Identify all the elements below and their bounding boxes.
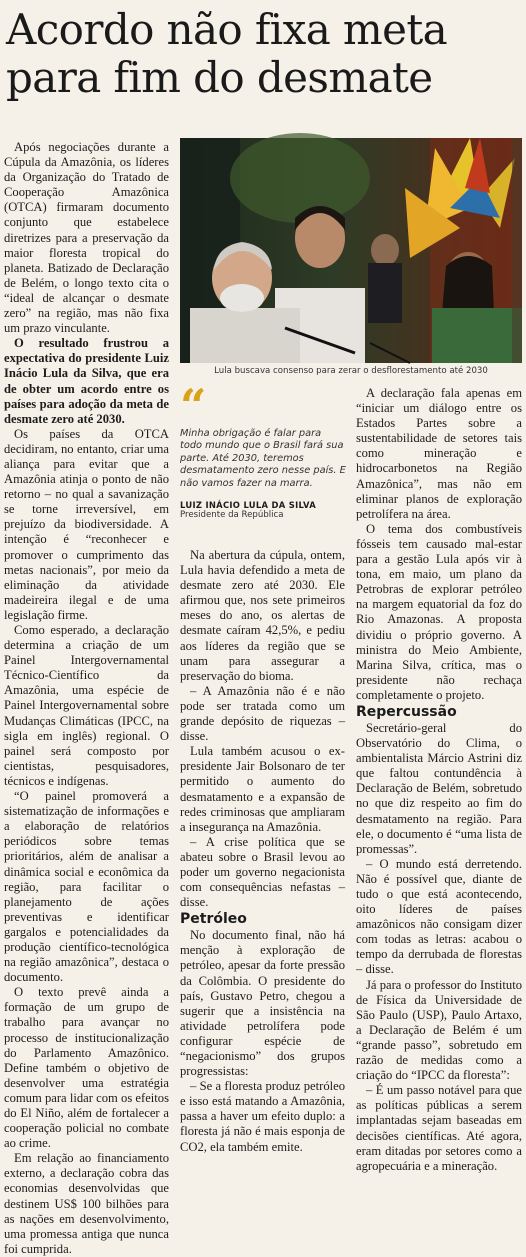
subhead-petroleo: Petróleo — [180, 911, 247, 928]
paragraph: – É um passo notável para que as políticas públicas a serem implantadas sejam baseadas em decisões científicas. Até agora, eram ditadas por setores como a agropecuária e a mineração. — [356, 1083, 522, 1173]
paragraph: – Se a floresta produz petróleo e isso está matando a Amazônia, passa a haver um efeito duplo: a floresta já não é mais esponja de CO2, ela também emite. — [180, 1079, 345, 1154]
pull-quote — [180, 379, 346, 536]
paragraph: Após negociações durante a Cúpula da Amazônia, os líderes da Organização do Tratado de Cooperação Amazônica (OTCA) firmaram documento conjunto que estabelece diretrizes para a preservação da maior floresta tropical do planeta. Batizado de Declaração de Belém, o longo texto cita o “ideal de alcançar o desmate zero” na região, mas não fixa um prazo vinculante. — [4, 140, 169, 336]
paragraph: Como esperado, a declaração determina a criação de um Painel Intergovernamental Técnico-Científico da Amazônia, uma espécie de Painel Intergovernamental sobre Mudanças Climáticas (IPCC, na sigla em inglês) regional. O painel será composto por cientistas, pesquisadores, técnicos e indígenas. — [4, 623, 169, 788]
news-photo — [180, 138, 522, 363]
paragraph: No documento final, não há menção à exploração de petróleo, apesar da forte pressão da Colômbia. O presidente do país, Gustavo Petro, chegou a sugerir que a insistência na atividade petrolífera pode configurar espécie de “negacionismo” dos grupos progressistas: — [180, 928, 345, 1079]
quote-mark-icon: “ — [180, 379, 207, 433]
paragraph: – A Amazônia não é e não pode ser tratada como um grande depósito de riquezas – disse. — [180, 683, 345, 744]
photo-illustration — [180, 138, 522, 363]
paragraph: – O mundo está derretendo. Não é possível que, diante de tudo o que está acontecendo, oito líderes de países amazônicos não consigam dizer com todas as letras: acabou o tempo da derrubada de florestas – disse. — [356, 856, 522, 977]
article-column-2 — [180, 548, 345, 1154]
quote-author: LUIZ INÁCIO LULA DA SILVA — [180, 500, 316, 511]
quote-text: Minha obrigação é falar para todo mundo que o Brasil fará sua parte. Até 2030, teremos desmatamento zero nesse país. E não vamos fazer na marra. — [180, 428, 346, 489]
paragraph: O resultado frustrou a expectativa do presidente Luiz Inácio Lula da Silva, que era de obter um acordo entre os países para adoção da meta de desmate zero até 2030. — [4, 336, 169, 426]
paragraph: “O painel promoverá a sistematização de informações e a elaboração de relatórios periódicos sobre temas prioritários, além de analisar a dinâmica social e econômica da região, para facilitar o planejamento de ações preventivas e identificar gargalos e potencialidades da produção científico-tecnológica na região amazônica”, destaca o documento. — [4, 789, 169, 985]
paragraph: Em relação ao financiamento externo, a declaração cobra das economias desenvolvidas que destinem US$ 100 bilhões para as nações em desenvolvimento, uma promessa antiga que nunca foi cumprida. — [4, 1151, 169, 1256]
paragraph: O texto prevê ainda a formação de um grupo de trabalho para avançar no processo de institucionalização do Parlamento Amazônico. Define também o objetivo de desenvolver uma estratégia comum para lidar com os efeitos do El Niño, além de fortalecer a cooperação policial no combate ao crime. — [4, 985, 169, 1151]
paragraph: A declaração fala apenas em “iniciar um diálogo entre os Estados Partes sobre a sustentabilidade de setores tais como mineração e hidrocarbonetos na Região Amazônica”, mas não em eliminar planos de exploração petrolífera na área. — [356, 386, 522, 521]
paragraph: – A crise política que se abateu sobre o Brasil levou ao poder um governo negacionista com consequências nefastas – disse. — [180, 834, 345, 910]
paragraph: Secretário-geral do Observatório do Clima, o ambientalista Márcio Astrini diz que faltou contundência à Declaração de Belém, sobretudo no que diz respeito ao fim do desmatamento na região. Para ele, o documento é “uma lista de promessas”. — [356, 720, 522, 856]
paragraph: Na abertura da cúpula, ontem, Lula havia defendido a meta de desmate zero até 2030. Ele afirmou que, nos sete primeiros meses do ano, os alertas de desmate caíram 42,5%, e pediu aos líderes da região que se unam para assegurar a preservação do bioma. — [180, 548, 345, 683]
article-column-3 — [356, 386, 522, 1173]
headline: Acordo não fixa meta para fim do desmate — [6, 5, 448, 102]
paragraph: Já para o professor do Instituto de Física da Universidade de São Paulo (USP), Paulo Artaxo, a Declaração de Belém é um “grande passo”, sobretudo em razão de medidas como a criação do “IPCC da floresta”: — [356, 977, 522, 1083]
photo-caption: Lula buscava consenso para zerar o desflorestamento até 2030 — [214, 366, 488, 376]
paragraph: O tema dos combustíveis fósseis tem causado mal-estar para a gestão Lula após vir à tona, em maio, um plano da Petrobras de explorar petróleo na margem equatorial da foz do Rio Amazonas. A proposta dividiu o próprio governo. A ministra do Meio Ambiente, Marina Silva, crítica, mas o presidente não rechaça completamente o projeto. — [356, 521, 522, 702]
paragraph: Os países da OTCA decidiram, no entanto, criar uma aliança para evitar que a Amazônia atinja o ponto de não retorno – no qual a savanização se torne irreversível, em prejuízo da biodiversidade. A intenção é “reconhecer e promover o cumprimento das metas nacionais”, por meio da eliminação da atividade madeireira ilegal e de uma legislação firme. — [4, 426, 169, 622]
article-column-1 — [4, 140, 169, 1256]
quote-role: Presidente da República — [180, 510, 284, 521]
subhead-repercussao: Repercussão — [356, 703, 457, 720]
paragraph: Lula também acusou o ex-presidente Jair Bolsonaro de ter permitido o aumento do desmatamento e a expansão de redes criminosas que ampliaram a insegurança na Amazônia. — [180, 744, 345, 834]
